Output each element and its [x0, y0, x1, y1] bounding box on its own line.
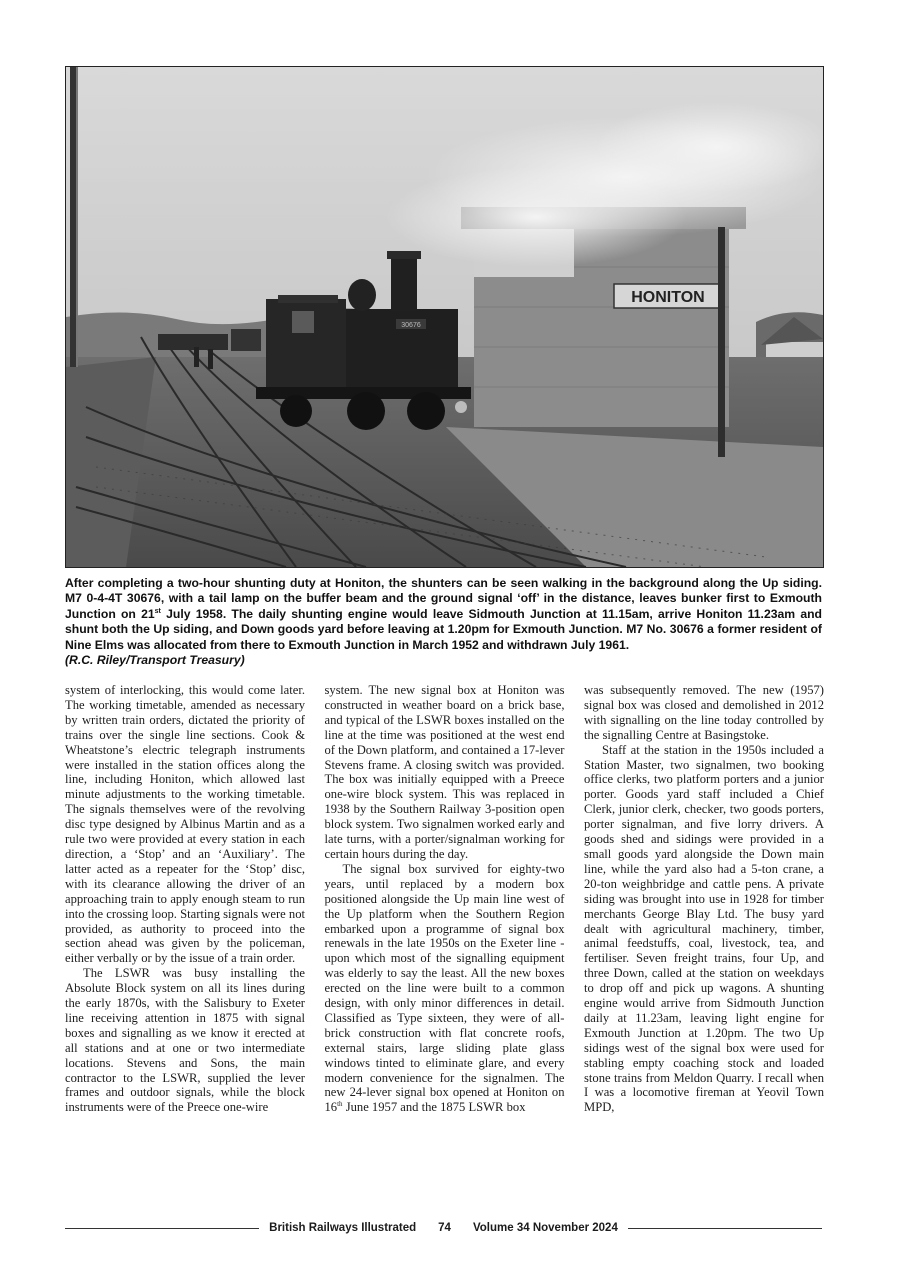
photo-illustration [66, 67, 823, 567]
signal-box-nameboard: HONITON [631, 289, 705, 306]
col2-paragraph-1: system. The new signal box at Honiton was constructed in weather board on a brick base, and typical of the LSWR boxes installed on the line at the time was positioned at the west end of the Down platform, and contained a 17-lever Stevens frame. A closing switch was provided. The box was initially equipped with a Preece one-wire block system. This was replaced in 1938 by the Southern Railway 3-position open block system. Two signalmen worked early and late turns, with a porter/signalman working for certain hours during the day. [324, 683, 565, 861]
footer-rule-right [628, 1228, 822, 1229]
footer-issue: Volume 34 November 2024 [472, 1222, 618, 1234]
col1-paragraph-1: system of interlocking, this would come later. The working timetable, amended as necessary by written train orders, dictated the priority of trains over the single line sections. Cook & Wheatstone’s electric telegraph instruments were installed in the station offices along the line, including Honiton, which allowed last minute adjustments to the working timetable. The signals themselves were of the revolving disc type designed by Albinus Martin and as a rule two were provided at every station in each direction, a ‘Stop’ and an ‘Auxiliary’. The latter acted as a repeater for the ‘Stop’ disc, with its clearance allowing the driver of an approaching train to apply enough steam to run into the crossing loop. Starting signals were not provided, as authority to proceed into the section ahead was given by the policeman, either verbally or by the issue of a train order. [65, 683, 305, 966]
article-body [65, 683, 824, 1223]
col2-p2-text-b: June 1957 and the 1875 LSWR box [342, 1100, 526, 1115]
col1-paragraph-2: The LSWR was busy installing the Absolute Block system on all its lines during the early 1870s, with the Salisbury to Exeter line receiving attention in 1875 with signal boxes and signalling as we know it erected at all stations and at one or two intermediate locations. Stevens and Sons, the main contractor to the LSWR, supplied the lever frames and outdoor signals, while the block instruments were of the Preece one-wire [65, 966, 305, 1115]
photo-credit: (R.C. Riley/Transport Treasury) [65, 653, 245, 668]
photo-caption [65, 576, 822, 668]
col2-p2-ordinal: th [337, 1100, 343, 1109]
footer-publication: British Railways Illustrated [269, 1222, 417, 1234]
column-3 [584, 683, 824, 1223]
col2-p2-text-a: The signal box survived for eighty-two years, until replaced by a modern box positioned alongside the Up main line west of the Up platform when the Southern Region embarked upon a programme of signal box renewals in the late 1950s on the Exeter line - upon which most of the signalling equipment was elderly to say the least. All the new boxes erected on the line were built to a common design, with only minor differences in detail. Classified as Type sixteen, they were of all-brick construction with flat concrete roofs, external stairs, large sliding plate glass windows tinted to eliminate glare, and every modern convenience for the signalmen. The new 24-lever signal box opened at Honiton on 16 [324, 861, 565, 1115]
column-2 [325, 683, 565, 1223]
col3-paragraph-2: Staff at the station in the 1950s included a Station Master, two signalmen, two booking office clerks, two platform porters and a junior porter. Goods yard staff included a Chief Clerk, junior clerk, checker, two goods porters, porter signalman, and five lorry drivers. A goods shed and sidings were provided in a small goods yard alongside the Down main line, while the yard also had a 5-ton crane, a 20-ton weighbridge and cattle pens. A private siding was brought into use in 1928 for timber merchants George Blay Ltd. The busy yard dealt with agricultural machinery, timber, animal feedstuffs, coal, livestock, tea, and fertiliser. Seven freight trains, four Up, and three Down, called at the station on weekdays to drop off and pick up wagons. A shunting engine would arrive from Sidmouth Junction daily at 11.23am, leaving light engine for Exmouth Junction at 1.20pm. The two Up sidings west of the signal box were used for stabling empty coaching stock and loaded stone trains from Meldon Quarry. I recall when I was a locomotive fireman at Yeovil Town MPD, [584, 742, 824, 1115]
caption-text-part1: After completing a two-hour shunting duty at Honiton, the shunters can be seen walking in the background along the Up siding. M7 0-4-4T 30676, with a tail lamp on the buffer beam and the ground signal ‘off’ in the distance, leaves bunker first to Exmouth Junction on 21 [65, 576, 822, 621]
column-1 [65, 683, 305, 1223]
caption-text-part2: July 1958. The daily shunting engine would leave Sidmouth Junction at 11.15am, arrive Honiton 11.23am and shunt both the Up siding, and Down goods yard before leaving at 1.20pm for Exmouth Junction. M7 No. 30676 a former resident of Nine Elms was allocated from there to Exmouth Junction in March 1952 and withdrawn July 1961. [65, 606, 822, 652]
page-footer [65, 1218, 822, 1238]
photograph-honiton-signal-box [65, 66, 824, 568]
loco-number: 30676 [401, 322, 421, 329]
caption-ordinal: st [154, 607, 161, 615]
col2-paragraph-2 [325, 862, 565, 1115]
footer-page-number: 74 [438, 1222, 451, 1234]
col3-paragraph-1: was subsequently removed. The new (1957) signal box was closed and demolished in 2012 with signalling on the line today controlled by the signalling Centre at Basingstoke. [584, 683, 824, 742]
footer-rule-left [65, 1228, 259, 1229]
